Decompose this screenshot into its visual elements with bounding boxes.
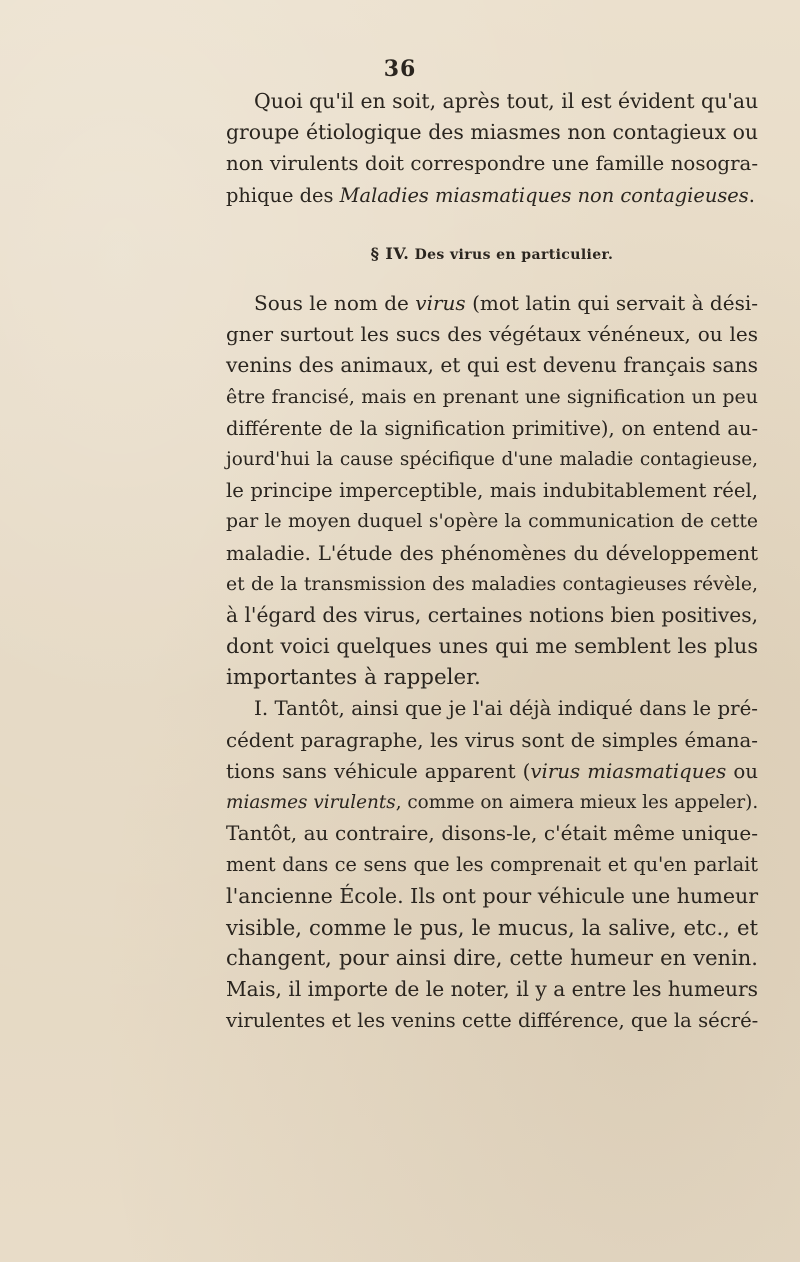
- text-line: ment dans ce sens que les comprenait et qu'en parlait: [226, 853, 758, 877]
- text-line: maladie. L'étude des phénomènes du développement: [226, 541, 758, 565]
- text-line: dont voici quelques unes qui me semblent les plus: [226, 634, 758, 659]
- text-line: non virulents doit correspondre une famille nosogra-: [226, 152, 758, 176]
- text-line: et de la transmission des maladies contagieuses révèle,: [226, 573, 758, 595]
- text-line: Tantôt, au contraire, disons-le, c'était même unique-: [226, 821, 758, 846]
- text-line: changent, pour ainsi dire, cette humeur en venin.: [226, 945, 758, 970]
- text-line: à l'égard des virus, certaines notions bien positives,: [226, 602, 758, 627]
- text-line: I. Tantôt, ainsi que je l'ai déjà indiqué dans le pré-: [254, 697, 758, 721]
- text-line: par le moyen duquel s'opère la communication de cette: [226, 511, 758, 533]
- text-line: [226, 288, 758, 319]
- italic-phrase: virus miasmatiques: [530, 759, 727, 783]
- text-fragment: phique des: [226, 183, 340, 207]
- text-line: [226, 787, 758, 818]
- text-line: jourd'hui la cause spécifique d'une maladie contagieuse,: [226, 448, 758, 470]
- text-fragment: tions sans véhicule apparent (: [226, 759, 531, 783]
- body-text: [226, 288, 758, 1037]
- section-number: § IV.: [370, 244, 410, 263]
- text-fragment: .: [748, 183, 755, 207]
- text-line: Quoi qu'il en soit, après tout, il est évident qu'au: [254, 89, 759, 113]
- text-fragment: ou: [726, 759, 758, 783]
- text-line: Mais, il importe de le noter, il y a entre les humeurs: [226, 977, 759, 1002]
- text-line: groupe étiologique des miasmes non contagieux ou: [226, 120, 758, 145]
- text-fragment: , comme on aimera mieux les appeler).: [395, 792, 759, 813]
- text-line: [226, 756, 758, 787]
- section-heading: [226, 244, 758, 263]
- intro-paragraph: [226, 86, 758, 211]
- text-line: être francisé, mais en prenant une signification un peu: [226, 385, 758, 408]
- page-number: 36: [383, 56, 417, 82]
- section-title: Des virus en particulier.: [414, 247, 614, 263]
- text-line: cédent paragraphe, les virus sont de simples émana-: [226, 728, 758, 752]
- text-line: le principe imperceptible, mais indubitablement réel,: [226, 479, 758, 503]
- italic-phrase: miasmes virulents: [226, 792, 396, 813]
- text-line: gner surtout les sucs des végétaux vénéneux, ou les: [226, 322, 758, 347]
- text-line: importantes à rappeler.: [226, 665, 481, 691]
- italic-word: virus: [415, 291, 466, 315]
- italic-phrase: Maladies miasmatiques non contagieuses: [339, 183, 749, 207]
- text-fragment: (mot latin qui servait à dési-: [465, 291, 758, 315]
- text-line: [226, 180, 758, 211]
- text-line: venins des animaux, et qui est devenu français sans: [226, 353, 758, 378]
- text-line: visible, comme le pus, le mucus, la salive, etc., et: [226, 914, 758, 940]
- text-line: différente de la signification primitive), on entend au-: [226, 416, 758, 440]
- text-line: l'ancienne École. Ils ont pour véhicule une humeur: [226, 883, 759, 908]
- text-fragment: Sous le nom de: [254, 291, 416, 315]
- text-line: virulentes et les venins cette différence, que la sécré-: [226, 1009, 759, 1033]
